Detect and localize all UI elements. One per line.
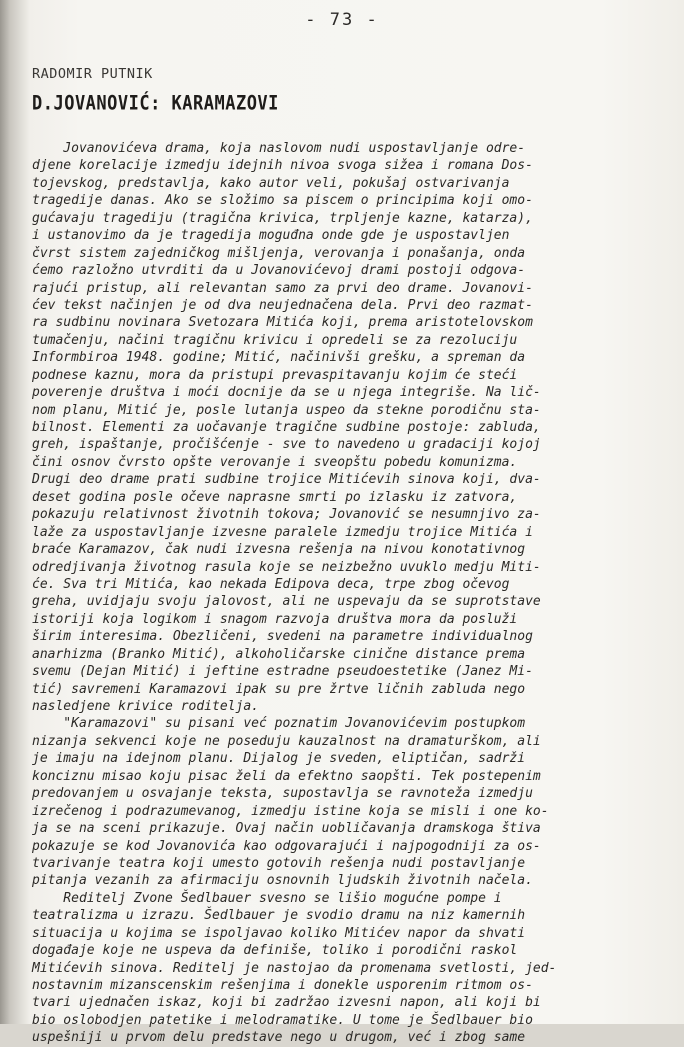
text-line: čvrst sistem zajedničkog mišljenja, verovanja i ponašanja, onda (32, 245, 526, 261)
text-line: laže za uspostavljanje izvesne paralele izmedju trojice Mitića i (32, 524, 533, 540)
text-line: je imaju na idejnom planu. Dijalog je sveden, eliptičan, sadrži (32, 751, 526, 767)
text-line: djene korelacije izmedju idejnih nivoa svoga sižea i romana Dos- (32, 158, 533, 174)
text-line: tić) savremeni Karamazovi ipak su pre žrtve ličnih zabluda nego (32, 681, 526, 697)
text-line: događaje koje ne uspeva da definiše, toliko i porodični raskol (32, 943, 518, 959)
text-line: izrečenog i podrazumevanog, izmedju istine koja se misli i one ko- (32, 803, 549, 819)
text-line: podnese kaznu, mora da pristupi prevaspitavanju kojim će steći (32, 367, 518, 383)
text-line: tragedije danas. Ako se složimo sa piscem o principima koji omo- (32, 193, 533, 209)
text-line: teatralizma u izrazu. Šedlbauer je svodio dramu na niz kamernih (32, 908, 526, 924)
text-line: greha, uvidjaju svoju jalovost, ali ne uspevaju da se suprotstave (32, 594, 541, 610)
text-line: deset godina posle očeve naprasne smrti po izlasku iz zatvora, (32, 489, 518, 505)
page-number: - 73 - (305, 10, 379, 30)
text-line: rajući pristup, ali relevantan samo za prvi deo drame. Jovanovi- (32, 280, 533, 296)
text-line: Informbiroa 1948. godine; Mitić, načinivši grešku, a spreman da (32, 350, 526, 366)
text-line: nom planu, Mitić je, posle lutanja uspeo da stekne porodičnu sta- (32, 402, 541, 418)
body-text (32, 140, 680, 1047)
text-line: situacija u kojima se ispoljavao koliko Mitićev napor da shvati (32, 925, 526, 941)
text-line: Reditelj Zvone Šedlbauer svesno se lišio mogućne pompe i (32, 890, 502, 906)
text-line: Drugi deo drame prati sudbine trojice Mitićevih sinova koji, dva- (32, 472, 541, 488)
text-line: uspešniji u prvom delu predstave nego u drugom, već i zbog same (32, 1030, 526, 1046)
text-line: nizanja sekvenci koje ne poseduju kauzalnost na dramaturškom, ali (32, 733, 541, 749)
text-line: konciznu misao koju pisac želi da efektno saopšti. Tek postepenim (32, 768, 541, 784)
text-line: bio oslobodjen patetike i melodramatike. U tome je Šedlbauer bio (32, 1012, 533, 1028)
article-title: D.JOVANOVIĆ: KARAMAZOVI (32, 92, 279, 115)
text-line: gućavaju tragediju (tragična krivica, trpljenje kazne, katarza), (32, 210, 533, 226)
text-line: bilnost. Elementi za uočavanje tragične sudbine postoje: zabluda, (32, 420, 541, 435)
text-line: ja se na sceni prikazuje. Ovaj način uobličavanja dramskoga štiva (32, 821, 541, 837)
text-line: pokazuje se kod Jovanovića kao odgovarajući i najpogodniji za os- (32, 838, 541, 854)
text-line: i ustanovimo da je tragedija moguđna onde gde je uspostavljen (32, 228, 510, 244)
text-line: pokazuju relativnost životnih tokova; Jovanović se nesumnjivo za- (32, 507, 541, 523)
text-line: tumačenju, načini tragičnu krivicu i opredeli se za rezoluciju (32, 332, 518, 348)
text-line: istoriji koja logikom i snagom razvoja društva mora da posluži (32, 611, 518, 627)
text-line: tojevskog, predstavlja, kako autor veli, pokušaj ostvarivanja (32, 175, 510, 191)
text-line: Mitićevih sinova. Reditelj je nastojao da promenama svetlosti, jed- (32, 960, 557, 976)
text-line: greh, ispaštanje, pročišćenje - sve to navedeno u gradaciji kojoj (32, 437, 541, 453)
text-line: "Karamazovi" su pisani već poznatim Jovanovićevim postupkom (32, 716, 526, 732)
text-line: nostavnim mizanscenskim rešenjima i donekle usporenim ritmom os- (32, 978, 533, 993)
text-line: pitanja vezanih za afirmaciju osnovnih ljudskih životnih načela. (32, 873, 533, 889)
text-line: braće Karamazov, čak nudi izvesna rešenja na nivou konotativnog (32, 542, 526, 558)
text-line: ćemo razložno utvrditi da u Jovanovićevoj drami postoji odgova- (32, 263, 526, 279)
text-line: će. Sva tri Mitića, kao nekada Edipova deca, trpe zbog očevog (32, 576, 510, 592)
text-line: ra sudbinu novinara Svetozara Mitića koji, prema aristotelovskom (32, 315, 533, 331)
text-line: predovanjem u osvajanje teksta, supostavlja se ravnoteža izmedju (32, 786, 533, 802)
text-line: ćev tekst načinjen je od dva neujednačena dela. Prvi deo razmat- (32, 297, 533, 313)
text-line: čini osnov čvrsto opšte verovanje i sveopštu pobedu komunizma. (32, 454, 518, 470)
text-line: poverenje društva i moći docnije da se u njega integriše. Na lič- (32, 385, 541, 401)
text-line: Jovanovićeva drama, koja naslovom nudi uspostavljanje odre- (32, 141, 526, 156)
text-line: tvarivanje teatra koji umesto gotovih rešenja nudi postavljanje (32, 855, 526, 871)
text-line: odredjivanja životnog rasula koje se neizbežno uvuklo medju Miti- (32, 559, 541, 575)
text-line: nasledjene krivice roditelja. (32, 699, 259, 714)
text-line: širim interesima. Obezličeni, svedeni na parametre individualnog (32, 629, 533, 645)
text-line: tvari ujednačen iskaz, koji bi zadržao izvesni napon, ali koji bi (32, 995, 541, 1011)
text-line: anarhizma (Branko Mitić), alkoholičarske cinične distance prema (32, 646, 526, 662)
author-name: RADOMIR PUTNIK (32, 66, 153, 82)
text-line: svemu (Dejan Mitić) i jeftine estradne pseudoestetike (Janez Mi- (32, 664, 533, 680)
